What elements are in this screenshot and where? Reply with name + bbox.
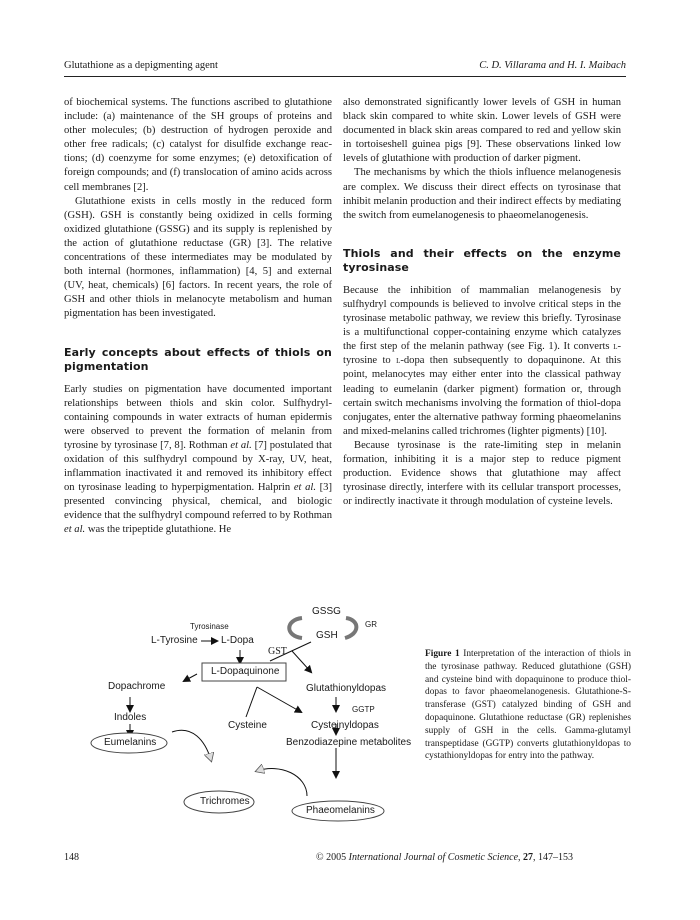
running-header (64, 58, 626, 77)
paragraph: Because tyrosinase is the rate-limiting step in melanin formation, inhibiting it is a major step to reduce pigment production. Evidence shows that glutathione may affect tyrosinase directly, interfere with its cellular transport processes, or indirectly inactivate it through modulation of cysteine levels. (343, 439, 621, 508)
text-run: -tyrosine to (343, 341, 621, 367)
node-l-tyrosine: L-Tyrosine (151, 635, 198, 646)
running-authors: C. D. Villarama and H. I. Maibach (479, 60, 626, 71)
node-indoles: Indoles (114, 712, 147, 723)
text-run: l (613, 341, 618, 353)
text-run: -dopa then subsequently to dopaquinone. At this point, melanocytes may either enter into the classical pathway leading to eumelanin (darker pigment) formation or, through certain switch mechanisms involving the formation of thiol-dopa conjugates, enter the alternative pathway forming phaeomelanins and mixed-melanins called trichromes (lighter pigments) [10]. (343, 355, 621, 437)
paragraph: The mechanisms by which the thiols influence melanogenesis are complex. We discuss their direct effects on tyrosinase that inhibit melanin production and their indirect effects by mediating the switch from eumelanogenesis to phaeomelanogenesis. (343, 167, 621, 221)
paragraph (64, 383, 332, 538)
text-run: et al. (64, 524, 86, 536)
text-run: was the tripeptide glutathione. He (85, 524, 232, 536)
text-run: [7] postulated that oxidation of this sulfhydryl compound by X-ray, UV, heat, inflammation inactivated it and removed its inhibitory effect on tyrosinase leading to hyperpigmentation. Halprin (64, 439, 332, 494)
text-run: et al. (293, 482, 316, 494)
paragraph (343, 284, 621, 439)
node-glutathionyldopas: Glutathionyldopas (306, 683, 387, 694)
text-run: et al. (230, 439, 252, 451)
node-gst: GST (268, 646, 287, 657)
node-gssg: GSSG (312, 606, 341, 617)
left-column (64, 96, 332, 538)
node-benzodiazepine-metabolites: Benzodiazepine metabolites (286, 737, 412, 748)
text-run: Early studies on pigmentation have documented important relationships between thiols and skin color. Sulfhydryl-containing compounds in water extracts of human epidermis were observed to prevent the formation of melanin from tyrosine by tyrosinase [7, 8]. Rothman (64, 383, 332, 451)
node-trichromes: Trichromes (200, 796, 250, 807)
paragraph: of biochemical systems. The functions ascribed to glutathione include: (a) maintenance of the SH groups of proteins and other molecules; (b) destruction of hydrogen peroxide and other free radicals; (c) catalyst for disulfide exchange reactions; (d) coenzyme for some enzymes; (e) detoxification of foreign compounds; and (f) translocation of amino acids across cell membranes [2]. (64, 97, 332, 193)
figure-1-diagram (80, 600, 410, 840)
text-run: [3] presented convincing physical, chemical, and biologic evidence that the sulfhydryl compound referred to by Rothman (64, 482, 332, 522)
node-cysteine: Cysteine (228, 720, 267, 731)
node-l-dopa: L-Dopa (221, 635, 254, 646)
section-heading: Thiols and their effects on the enzyme tyrosinase (343, 246, 621, 274)
paragraph: also demonstrated significantly lower levels of GSH in human black skin compared to white skin. Lower levels of GSH were documented in black skin areas compared to red and yellow skin in tortoiseshell guinea pigs [9]. These observations linked low levels of glutathione with production of darker pigment. (343, 97, 621, 165)
right-column (343, 96, 621, 509)
volume: 27 (523, 852, 534, 863)
journal-name: International Journal of Cosmetic Science (348, 852, 519, 863)
caption-text: Interpretation of the interaction of thiols in the tyrosinase pathway. Reduced glutathione (GSH) and cysteine bind with dopaquinone to produce thiol-dopas to favor phaeomelanogenesis. Glutathione-S-transferase (GST) catalyzed binding of GSH and dopaquinone. Glutathione reductase (GR) replenishes supply of GSH in the cells. Gamma-glutamyl transpeptidase (GGTP) converts glutathionyldopas to cystathionyldopas for entry into the pathway. (425, 649, 631, 762)
text-run: Because the inhibition of mammalian melanogenesis by sulfhydryl compounds is believed to involve critical steps in the tyrosinase metabolic pathway, we review this briefly. Tyrosinase is a multifunctional copper-containing enzyme which catalyzes the first step of the melanin pathway (see Fig. 1). It converts (343, 284, 621, 353)
node-phaeomelanins: Phaeomelanins (306, 805, 375, 816)
figure-caption (425, 648, 631, 763)
section-heading: Early concepts about effects of thiols on pigmentation (64, 345, 332, 373)
node-tyrosinase: Tyrosinase (190, 622, 229, 631)
node-dopachrome: Dopachrome (108, 681, 166, 692)
copyright-line: © 2005 International Journal of Cosmetic Science, 27, 147–153 (316, 852, 574, 863)
running-title: Glutathione as a depigmenting agent (64, 60, 218, 71)
caption-label: Figure 1 (425, 649, 460, 659)
text-run: l (396, 355, 401, 367)
text-run: © 2005 (316, 852, 349, 863)
node-gr: GR (365, 620, 377, 629)
node-ggtp: GGTP (352, 705, 375, 714)
paragraph: Glutathione exists in cells mostly in the reduced form (GSH). GSH is constantly being oxidized in cells forming oxidized glutathione (GSSG) and its supply is replenished by the action of glutathione reductase (GR) [3]. The relative concentrations of these intermediates may be modulated by both internal (hormones, inflammation) [4, 5] and external (UV, heat, chemicals) [6] factors. In recent years, the role of GSH and other thiols in melanocyte metabolism and human pigmentation has been investigated. (64, 195, 332, 320)
node-eumelanins: Eumelanins (104, 737, 157, 748)
node-gsh: GSH (316, 630, 338, 641)
page-range: , 147–153 (533, 852, 574, 863)
node-l-dopaquinone: L-Dopaquinone (211, 666, 280, 677)
page-number: 148 (64, 852, 79, 863)
node-cysteinyldopas: Cysteinyldopas (311, 720, 379, 731)
